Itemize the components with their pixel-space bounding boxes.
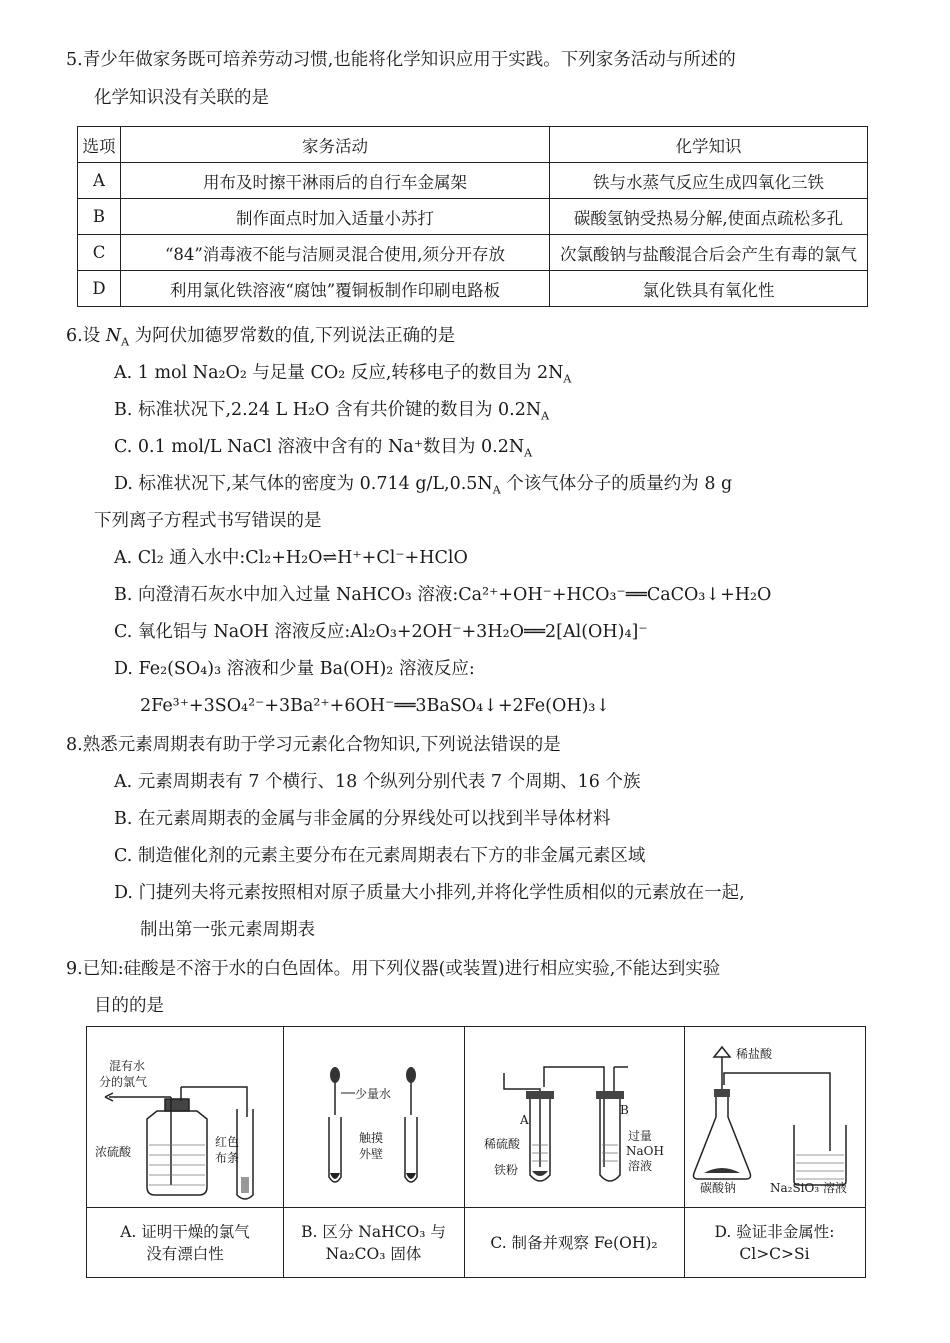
q6-b-sub: A <box>541 409 550 423</box>
q6-option-a <box>114 361 571 385</box>
panel-b <box>283 1027 465 1277</box>
panel-c <box>464 1027 685 1277</box>
label-red-cloth-1: 红色 <box>215 1135 240 1149</box>
q6-c-text: C. 0.1 mol/L NaCl 溶液中含有的 Na⁺数目为 0.2N <box>114 437 525 457</box>
q6-stem-b: 为阿伏加德罗常数的值,下列说法正确的是 <box>129 326 456 346</box>
row-option: B <box>78 199 121 235</box>
q6-stem <box>66 324 455 348</box>
row-activity: “84”消毒液不能与洁厕灵混合使用,须分开存放 <box>121 235 550 271</box>
q8-option-c: C. 制造催化剂的元素主要分布在元素周期表右下方的非金属元素区域 <box>114 846 646 866</box>
q9-stem-line1: 9.已知:硅酸是不溶于水的白色固体。用下列仪器(或装置)进行相应实验,不能达到实验 <box>66 959 721 979</box>
q7-option-c: C. 氧化铝与 NaOH 溶液反应:Al₂O₃+2OH⁻+3H₂O══2[Al(OH)₄]⁻ <box>114 622 648 642</box>
panel-d-caption <box>684 1207 865 1278</box>
gas-washing-bottle-diagram <box>87 1027 283 1207</box>
q5-stem-line2: 化学知识没有关联的是 <box>94 88 269 108</box>
q6-d-text: D. 标准状况下,某气体的密度为 0.714 g/L,0.5N <box>114 474 493 494</box>
header-knowledge: 化学知识 <box>550 127 868 163</box>
panel-b-caption <box>283 1207 464 1278</box>
label-tube-b: B <box>620 1103 629 1117</box>
caption-d-line1: D. 验证非金属性: <box>714 1223 835 1241</box>
q5-stem-line1: 5.青少年做家务既可培养劳动习惯,也能将化学知识应用于实践。下列家务活动与所述的 <box>66 50 736 70</box>
row-activity: 利用氯化铁溶液“腐蚀”覆铜板制作印刷电路板 <box>121 271 550 307</box>
q6-c-sub: A <box>524 446 533 460</box>
label-wet-chlorine-2: 分的氯气 <box>99 1075 148 1089</box>
label-touch-1: 触摸 <box>359 1131 384 1145</box>
q6-na-symbol: N <box>105 326 122 346</box>
label-sodium-carbonate: 碳酸钠 <box>700 1181 737 1195</box>
row-knowledge: 次氯酸钠与盐酸混合后会产生有毒的氯气 <box>550 235 868 271</box>
label-excess: 过量 <box>628 1129 653 1143</box>
caption-b-line1: B. 区分 NaHCO₃ 与 <box>301 1223 446 1241</box>
q6-option-d <box>114 472 732 496</box>
row-activity: 用布及时擦干淋雨后的自行车金属架 <box>121 163 550 199</box>
table-row <box>78 271 868 307</box>
label-red-cloth-2: 布条 <box>215 1151 240 1165</box>
row-option: C <box>78 235 121 271</box>
panel-a <box>87 1027 284 1277</box>
label-tube-a: A <box>520 1113 529 1127</box>
q6-option-c <box>114 435 532 459</box>
q6-a-text: A. 1 mol Na₂O₂ 与足量 CO₂ 反应,转移电子的数目为 2N <box>114 363 564 383</box>
row-option: D <box>78 271 121 307</box>
row-option: A <box>78 163 121 199</box>
q6-d-sub: A <box>492 483 501 497</box>
q8-option-d-line1: D. 门捷列夫将元素按照相对原子质量大小排列,并将化学性质相似的元素放在一起, <box>114 883 745 903</box>
label-dilute-hcl: 稀盐酸 <box>736 1047 773 1061</box>
nonmetal-comparison-apparatus-diagram <box>684 1027 865 1207</box>
label-solution: 溶液 <box>628 1159 653 1173</box>
panel-d <box>684 1027 865 1277</box>
fe-oh2-apparatus-diagram <box>464 1027 684 1207</box>
q9-stem-line2: 目的的是 <box>94 996 164 1016</box>
caption-d-line2: Cl>C>Si <box>739 1245 810 1263</box>
row-knowledge: 铁与水蒸气反应生成四氧化三铁 <box>550 163 868 199</box>
test-tubes-diagram <box>283 1027 464 1207</box>
q6-b-text: B. 标准状况下,2.24 L H₂O 含有共价键的数目为 0.2N <box>114 400 542 420</box>
row-activity: 制作面点时加入适量小苏打 <box>121 199 550 235</box>
label-touch-2: 外壁 <box>359 1147 384 1161</box>
label-iron-powder: 铁粉 <box>494 1163 519 1177</box>
q7-option-d-line2: 2Fe³⁺+3SO₄²⁻+3Ba²⁺+6OH⁻══3BaSO₄↓+2Fe(OH)₃↓ <box>140 696 611 716</box>
q7-stem: 下列离子方程式书写错误的是 <box>94 511 322 531</box>
caption-a-line1: A. 证明干燥的氯气 <box>120 1223 250 1241</box>
q6-na-sub: A <box>121 335 130 349</box>
q5-table <box>77 126 868 307</box>
caption-a-line2: 没有漂白性 <box>146 1245 224 1263</box>
label-little-water: 少量水 <box>355 1087 392 1101</box>
row-knowledge: 氯化铁具有氧化性 <box>550 271 868 307</box>
panel-a-caption <box>87 1207 283 1278</box>
q6-stem-a: 6.设 <box>66 326 106 346</box>
q6-a-sub: A <box>563 372 572 386</box>
q6-option-b <box>114 398 549 422</box>
label-wet-chlorine-1: 混有水 <box>109 1059 146 1073</box>
label-dilute-sulfuric: 稀硫酸 <box>484 1137 521 1151</box>
label-naoh: NaOH <box>626 1144 664 1158</box>
row-knowledge: 碳酸氢钠受热易分解,使面点疏松多孔 <box>550 199 868 235</box>
table-row <box>78 199 868 235</box>
table-row <box>78 163 868 199</box>
header-option: 选项 <box>78 127 121 163</box>
q7-option-d-line1: D. Fe₂(SO₄)₃ 溶液和少量 Ba(OH)₂ 溶液反应: <box>114 659 475 679</box>
q7-option-b: B. 向澄清石灰水中加入过量 NaHCO₃ 溶液:Ca²⁺+OH⁻+HCO₃⁻══CaCO₃↓+H₂O <box>114 585 772 605</box>
table-header-row <box>78 127 868 163</box>
q9-apparatus-figure <box>86 1026 866 1278</box>
label-sodium-silicate: Na₂SiO₃ 溶液 <box>770 1181 847 1195</box>
caption-c-line1: C. 制备并观察 Fe(OH)₂ <box>490 1234 658 1252</box>
caption-b-line2: Na₂CO₃ 固体 <box>325 1245 422 1263</box>
q8-option-b: B. 在元素周期表的金属与非金属的分界线处可以找到半导体材料 <box>114 809 611 829</box>
q8-option-a: A. 元素周期表有 7 个横行、18 个纵列分别代表 7 个周期、16 个族 <box>114 772 641 792</box>
header-activity: 家务活动 <box>121 127 550 163</box>
q7-option-a: A. Cl₂ 通入水中:Cl₂+H₂O⇌H⁺+Cl⁻+HClO <box>114 548 468 568</box>
q8-stem: 8.熟悉元素周期表有助于学习元素化合物知识,下列说法错误的是 <box>66 735 561 755</box>
label-conc-sulfuric: 浓硫酸 <box>95 1145 132 1159</box>
panel-c-caption <box>464 1207 684 1278</box>
q6-d-text2: 个该气体分子的质量约为 8 g <box>500 474 733 494</box>
q8-option-d-line2: 制出第一张元素周期表 <box>140 920 315 940</box>
table-row <box>78 235 868 271</box>
